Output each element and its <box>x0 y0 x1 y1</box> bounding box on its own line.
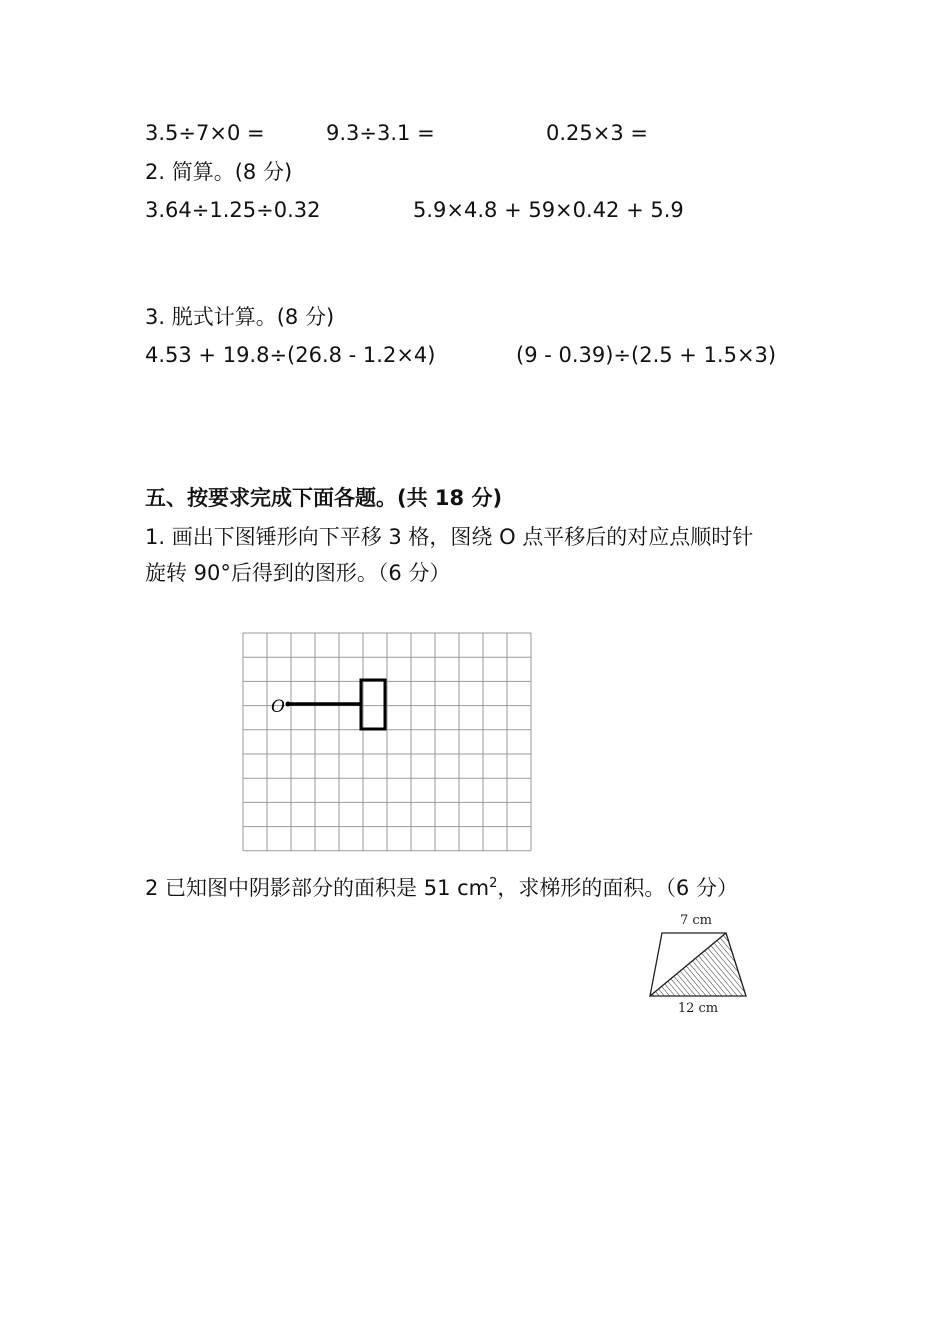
simplify-expr-1: 3.64÷1.25÷0.32 <box>145 198 321 222</box>
shaded-triangle <box>650 933 746 996</box>
oral-expr-3: 0.25×3 = <box>546 121 648 145</box>
step-calc-heading: 3. 脱式计算。(8 分) <box>145 305 335 329</box>
question-1-line-2: 旋转 90°后得到的图形。（6 分） <box>145 561 451 585</box>
question-2-text-after: ，求梯形的面积。（6 分） <box>497 876 738 900</box>
question-2-superscript: 2 <box>489 876 498 891</box>
oral-expr-2: 9.3÷3.1 = <box>326 121 435 145</box>
hammer-head <box>361 680 385 729</box>
hammer-grid-figure <box>238 628 534 854</box>
question-2-text <box>145 870 738 902</box>
simplify-expr-2: 5.9×4.8 + 59×0.42 + 5.9 <box>413 198 684 222</box>
oral-expr-1: 3.5÷7×0 = <box>145 121 265 145</box>
hammer-shape <box>286 680 386 729</box>
top-base-label: 7 cm <box>679 913 713 928</box>
question-2-text-before: 2 已知图中阴影部分的面积是 51 cm <box>145 876 490 900</box>
step-calc-expr-2: (9 - 0.39)÷(2.5 + 1.5×3) <box>516 343 777 367</box>
section-title: 五、按要求完成下面各题。(共 18 分) <box>145 486 503 510</box>
point-o-label: O <box>271 697 285 717</box>
bottom-base-label: 12 cm <box>677 1001 719 1016</box>
trapezoid-figure <box>640 905 760 1020</box>
point-o-dot <box>286 702 291 707</box>
question-1-line-1: 1. 画出下图锤形向下平移 3 格，图绕 O 点平移后的对应点顺时针 <box>145 525 754 549</box>
simplify-heading: 2. 简算。(8 分) <box>145 160 293 184</box>
grid-lines <box>243 633 531 851</box>
step-calc-expr-1: 4.53 + 19.8÷(26.8 - 1.2×4) <box>145 343 436 367</box>
